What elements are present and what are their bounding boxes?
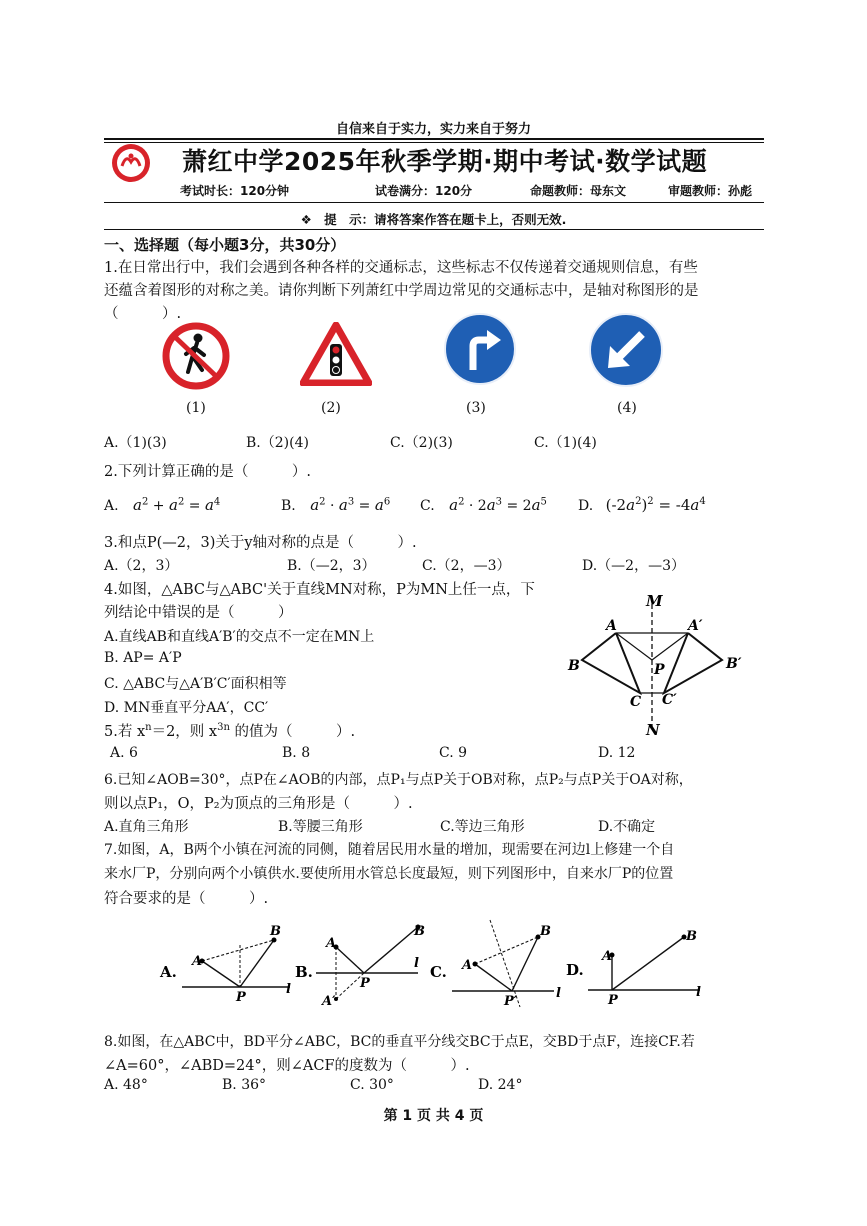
q1-option-c: C.（2)(3) [390,435,453,451]
q4-option-b: B. AP= A′P [104,650,182,666]
q7b-label-l: l [414,956,419,971]
q2-option-d: D. $(-2a^2)^2 = -4a^4$ [578,496,706,514]
q7c-label-P-prime: P′ [504,994,518,1009]
q7d-label-B: B [686,929,697,944]
q8-option-a: A. 48° [104,1077,148,1093]
q5-option-a: A. 6 [110,745,138,761]
sign-caption-2: (2) [321,400,341,416]
q6-line2: 则以点P₁，O，P₂为顶点的三角形是（ ）. [104,796,413,812]
q4-line2: 列结论中错误的是（ ） [104,605,293,621]
q7d-label-l: l [696,985,701,1000]
q1-line1: 1.在日常出行中，我们会遇到各种各样的交通标志，这些标志不仅传递着交通规则信息，有些 [104,260,698,276]
q1-line2: 还蕴含着图形的对称之美。请你判断下列萧红中学周边常见的交通标志中，是轴对称图形的是 [104,283,699,299]
q3-option-a: A.（2，3） [104,558,179,574]
q1-option-d: C.（1)(4) [534,435,597,451]
q7-letter-d: D. [566,961,584,979]
label-B-prime: B′ [726,656,742,672]
q8-line2: ∠A=60°，∠ABD=24°，则∠ACF的度数为（ ）. [104,1058,470,1074]
exam-time: 考试时长：120分钟 [180,184,290,198]
q5-stem: 5.若 $x^n=2$，则 $x^{3n}$ 的值为（ ）. [104,722,356,740]
q4-line1: 4.如图，△ABC与△ABC'关于直线MN对称，P为MN上任一点，下 [104,582,535,598]
q6-line1: 6.已知∠AOB=30°，点P在∠AOB的内部，点P₁与点P关于OB对称，点P₂与点P关于OA对称， [104,772,693,788]
q2-option-c: C. $a^2 \cdot 2a^3 = 2a^5$ [420,496,547,514]
q4-option-a: A.直线AB和直线A′B′的交点不一定在MN上 [104,629,375,645]
q7-letter-c: C. [430,963,447,981]
header-bottom-rule [104,229,764,230]
q7-line2: 来水厂P，分别向两个小镇供水.要使所用水管总长度最短，则下列图形中，自来水厂P的位置 [104,866,674,882]
turn-right-sign-icon [443,312,517,386]
q6-option-c: C.等边三角形 [440,819,525,835]
school-logo-icon [110,142,152,184]
q7b-label-A: A [326,936,337,951]
header-top-rule [104,138,764,140]
label-B: B [568,658,580,674]
q7-diagrams [150,915,720,1010]
q1-option-b: B.（2)(4) [246,435,309,451]
hint-text: 提 示：请将答案作答在题卡上，否则无效. [324,212,567,227]
q4-symmetry-diagram [560,588,750,738]
sign-caption-3: (3) [466,400,486,416]
label-C: C [630,694,642,710]
label-N: N [646,721,660,738]
label-C-prime: C′ [662,692,677,708]
hint-diamond-icon: ❖ [300,212,312,227]
keep-left-arrow-sign-icon [588,312,664,388]
q3-option-c: C.（2，—3） [422,558,511,574]
q7c-label-B: B [540,924,551,939]
q7-line3: 符合要求的是（ ）. [104,891,269,907]
q5-option-c: C. 9 [439,745,468,761]
label-P: P [654,662,665,678]
q2-option-a: A. $a^2 + a^2 = a^4$ [104,496,221,514]
q7a-label-l: l [286,982,291,997]
q8-option-d: D. 24° [478,1077,523,1093]
q7d-label-A: A [602,949,613,964]
q7a-label-A: A [192,954,203,969]
q7a-label-B: B [270,924,281,939]
q7b-label-P: P [360,976,370,991]
q3-option-d: D.（—2，—3） [582,558,685,574]
q4-option-c: C. △ABC与△A′B′C′面积相等 [104,676,287,692]
q5-option-d: D. 12 [598,745,636,761]
q7a-label-P: P [236,990,246,1005]
q6-option-d: D.不确定 [598,819,656,835]
q2-stem: 2.下列计算正确的是（ ）. [104,464,311,480]
q3-stem: 3.和点P(—2，3)关于y轴对称的点是（ ）. [104,535,417,551]
reviewer: 审题教师：孙彪 [668,184,753,198]
section-title: 一、选择题（每小题3分，共30分） [104,236,346,254]
hint-line [0,210,867,228]
q2-option-b: B. $a^2 \cdot a^3 = a^6$ [281,496,391,514]
q8-option-c: C. 30° [350,1077,394,1093]
q7b-label-A-prime: A′ [322,994,336,1009]
full-score: 试卷满分：120分 [375,184,473,198]
q7c-label-l: l [556,986,561,1001]
label-A-prime: A′ [688,618,703,634]
question-setter: 命题教师：母东文 [530,184,627,198]
q1-option-a: A.（1)(3) [104,435,167,451]
q8-line1: 8.如图，在△ABC中，BD平分∠ABC，BC的垂直平分线交BC于点E，交BD于点F，连接CF.若 [104,1034,695,1050]
q6-option-b: B.等腰三角形 [278,819,363,835]
motto: 自信来自于实力，实力来自于努力 [335,122,531,137]
q7-line1: 7.如图，A，B两个小镇在河流的同侧，随着居民用水量的增加，现需要在河边l上修建一个自 [104,842,675,858]
page-footer: 第 1 页 共 4 页 [383,1108,484,1124]
q3-option-b: B.（—2，3） [287,558,376,574]
sign-caption-1: (1) [186,400,206,416]
q5-option-b: B. 8 [282,745,311,761]
q7d-label-P: P [608,993,618,1008]
header-mid-rule [104,202,764,203]
q8-option-b: B. 36° [222,1077,267,1093]
q7-letter-a: A. [160,963,177,981]
q1-line3: （ ）. [104,306,182,322]
q7-letter-b: B. [295,963,313,981]
no-pedestrian-sign-icon [162,322,230,390]
page-title: 萧红中学2025年秋季学期·期中考试·数学试题 [182,147,708,176]
label-A: A [606,618,617,634]
q6-option-a: A.直角三角形 [104,819,189,835]
q4-option-d: D. MN垂直平分AA′，CC′ [104,700,269,716]
q7b-label-B: B [414,924,425,939]
traffic-light-warning-sign-icon [300,322,372,386]
q7c-label-A: A [462,958,473,973]
label-M: M [646,592,663,610]
sign-caption-4: (4) [617,400,637,416]
